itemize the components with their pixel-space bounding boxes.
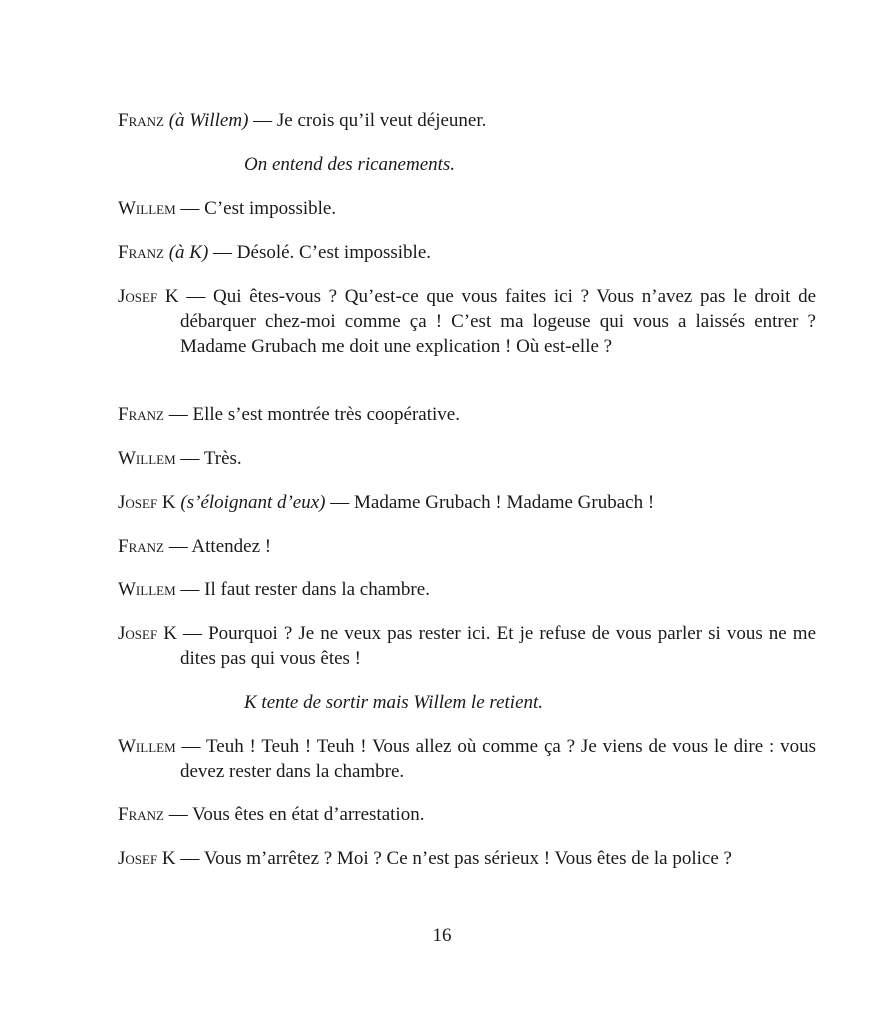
dialogue-text: — Pourquoi ? Je ne veux pas rester ici. Et je refuse de vous parler si vous ne me dites pas qui vous êtes !: [180, 623, 816, 669]
dialogue-text: — Attendez !: [168, 536, 272, 557]
dialogue-line: [118, 446, 816, 471]
dialogue-text: — Je crois qu’il veut déjeuner.: [253, 110, 487, 131]
dialogue-line: [118, 802, 816, 827]
dialogue-text: — Désolé. C’est impossible.: [213, 242, 431, 263]
speaker-name: Franz: [118, 536, 164, 557]
dialogue-line: [118, 240, 816, 265]
dialogue-text: — Très.: [180, 448, 242, 469]
dialogue-text: — Qui êtes-vous ? Qu’est-ce que vous faites ici ? Vous n’avez pas le droit de débarquer chez-moi comme ça ! C’est ma logeuse qui vous a laissés entrer ? Madame Grubach me doit une explication ! Où est-elle ?: [180, 286, 817, 357]
speaker-name: Franz: [118, 404, 164, 425]
stage-direction-inline: (s’éloignant d’eux): [180, 492, 326, 513]
speaker-name: Josef K: [118, 286, 179, 307]
dialogue-line: [118, 734, 816, 784]
dialogue-line: [118, 846, 816, 871]
dialogue-line: [118, 534, 816, 559]
stage-direction-inline: (à K): [168, 242, 209, 263]
dialogue-line: [118, 402, 816, 427]
dialogue-line: [118, 284, 816, 359]
speaker-name: Josef K: [118, 848, 176, 869]
dialogue-line: [118, 108, 816, 133]
dialogue-text: — Elle s’est montrée très coopérative.: [168, 404, 460, 425]
speaker-name: Josef K: [118, 623, 177, 644]
page-number: 16: [432, 925, 452, 946]
speaker-name: Willem: [118, 198, 176, 219]
speaker-name: Willem: [118, 448, 176, 469]
dialogue-text: — Teuh ! Teuh ! Teuh ! Vous allez où comme ça ? Je viens de vous le dire : vous devez rester dans la chambre.: [180, 736, 816, 782]
speaker-name: Willem: [118, 736, 176, 757]
speaker-name: Franz: [118, 110, 164, 131]
speaker-name: Franz: [118, 242, 164, 263]
dialogue-line: [118, 490, 816, 515]
stage-direction: On entend des ricanements.: [244, 154, 456, 175]
dialogue-text: — Madame Grubach ! Madame Grubach !: [330, 492, 655, 513]
speaker-name: Josef K: [118, 492, 176, 513]
dialogue-line: [118, 577, 816, 602]
dialogue-text: — Vous m’arrêtez ? Moi ? Ce n’est pas sérieux ! Vous êtes de la police ?: [180, 848, 732, 869]
stage-direction: K tente de sortir mais Willem le retient.: [244, 692, 544, 713]
speaker-name: Willem: [118, 579, 176, 600]
dialogue-text: — Il faut rester dans la chambre.: [180, 579, 430, 600]
dialogue-line: [118, 621, 816, 671]
dialogue-line: [118, 196, 816, 221]
dialogue-text: — C’est impossible.: [180, 198, 337, 219]
speaker-name: Franz: [118, 804, 164, 825]
stage-direction-inline: (à Willem): [168, 110, 249, 131]
dialogue-text: — Vous êtes en état d’arrestation.: [168, 804, 425, 825]
